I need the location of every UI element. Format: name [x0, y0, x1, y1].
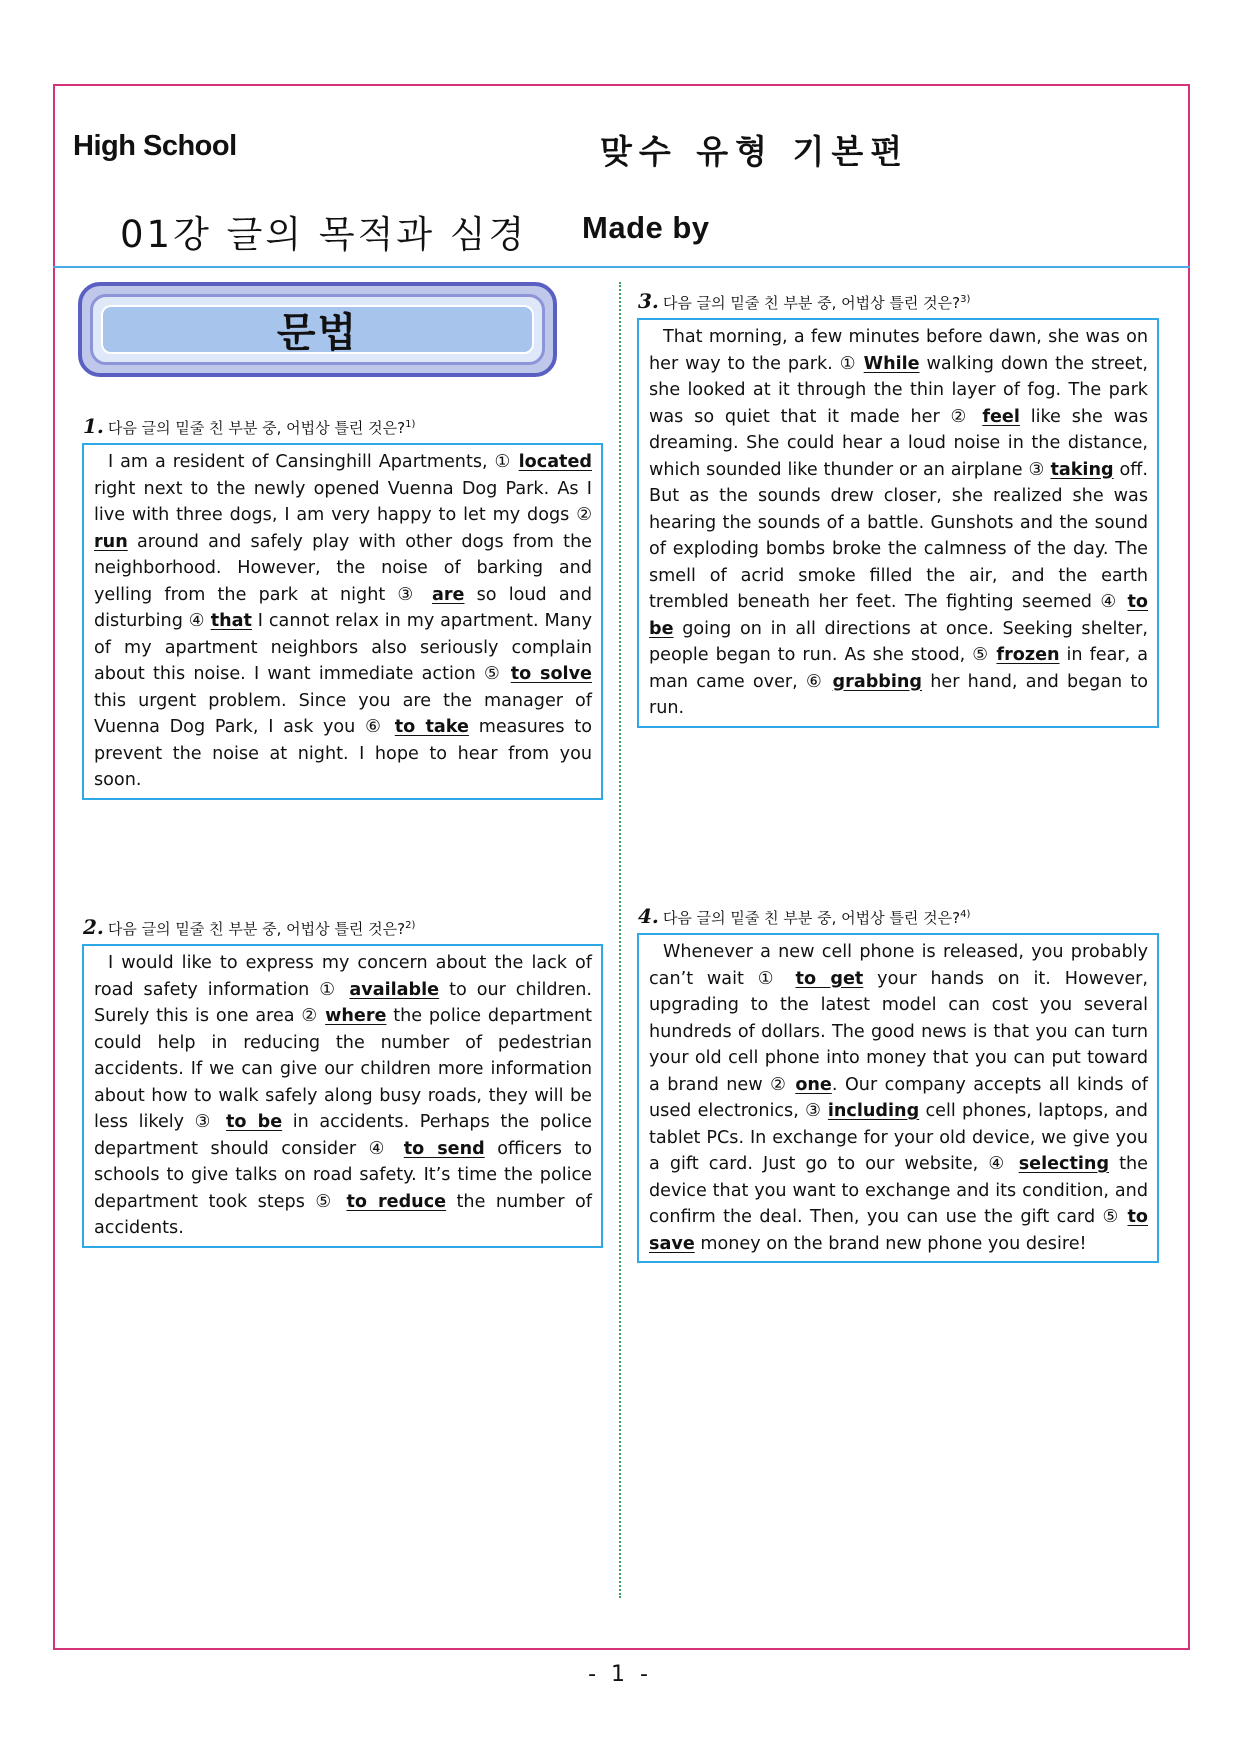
question-number: 2. — [83, 915, 104, 939]
question-2-passage — [82, 944, 603, 1248]
passage-text — [94, 449, 592, 794]
passage-segment: measures to prevent the noise at night. I hope to hear from you soon. — [94, 717, 592, 790]
question-number: 1. — [83, 414, 104, 438]
passage-text — [649, 324, 1148, 722]
question-1-passage — [82, 443, 603, 800]
header-school-label: High School — [73, 130, 237, 162]
footnote-ref: 3) — [960, 294, 971, 305]
header-made-by: Made by — [582, 210, 710, 245]
header-series-title: 맞수 유형 기본편 — [600, 132, 910, 171]
question-2-title — [83, 915, 415, 939]
passage-segment: . Our company accepts all kinds of used electronics, ③ — [649, 1074, 1149, 1121]
question-4-title — [638, 904, 970, 928]
passage-segment: off. But as the sounds drew closer, she realized she was hearing the sounds of a battle. Gunshots and the sound of exploding bombs broke the calmness of the day. The smell of acrid smoke filled the air, and the earth trembled beneath her feet. The fighting seemed ④ — [649, 459, 1148, 612]
underlined-choice: to be — [226, 1112, 283, 1132]
passage-segment: the police department could help in reducing the number of pedestrian accidents. If we can give our children more information about how to walk safely along busy roads, they will be less likely ③ — [94, 1006, 593, 1132]
passage-segment: I would like to express my concern about the lack of road safety information ① — [94, 953, 592, 1000]
question-4-passage — [637, 933, 1159, 1263]
underlined-choice: to be — [649, 592, 1148, 639]
footnote-ref: 2) — [405, 920, 416, 931]
question-number: 4. — [638, 904, 659, 928]
passage-segment: so loud and disturbing ④ — [94, 584, 592, 631]
passage-text — [94, 950, 592, 1242]
underlined-choice: one — [795, 1074, 832, 1095]
passage-segment: officers to schools to give talks on road safety. It’s time the police department took steps ⑤ — [94, 1138, 592, 1212]
question-3-passage — [637, 318, 1159, 728]
underlined-choice: frozen — [996, 645, 1060, 665]
passage-segment: like she was dreaming. She could hear a loud noise in the distance, which sounded like thunder or an airplane ③ — [649, 406, 1148, 480]
passage-segment: her hand, and began to run. — [649, 671, 1148, 718]
question-prompt: 다음 글의 밑줄 친 부분 중, 어법상 틀린 것은? — [107, 920, 406, 938]
passage-segment: in accidents. Perhaps the police department should consider ④ — [94, 1112, 592, 1159]
footnote-ref: 1) — [405, 419, 416, 430]
passage-segment: the device that you want to exchange and its condition, and confirm the deal. Then, you can use the gift card ⑤ — [649, 1154, 1149, 1227]
header-lesson-title: 01강 글의 목적과 심경 — [120, 213, 528, 256]
underlined-choice: including — [827, 1101, 920, 1121]
passage-segment: this urgent problem. Since you are the manager of Vuenna Dog Park, I ask you ⑥ — [94, 690, 592, 737]
passage-segment: right next to the newly opened Vuenna Dog Park. As I live with three dogs, I am very happy to let my dogs ② — [94, 478, 592, 525]
underlined-choice: taking — [1050, 459, 1114, 480]
question-prompt: 다음 글의 밑줄 친 부분 중, 어법상 틀린 것은? — [107, 419, 406, 437]
passage-segment: cell phones, laptops, and tablet PCs. In exchange for your old device, we give you a gift card. Just go to our website, ④ — [649, 1101, 1148, 1174]
underlined-choice: selecting — [1018, 1154, 1110, 1174]
underlined-choice: located — [518, 452, 592, 472]
underlined-choice: that — [210, 611, 252, 631]
underlined-choice: are — [431, 584, 465, 605]
passage-text — [649, 939, 1148, 1257]
passage-segment: I cannot relax in my apartment. Many of my apartment neighbors also seriously complain about this noise. I want immediate action ⑤ — [94, 611, 592, 684]
underlined-choice: to send — [403, 1138, 485, 1159]
underlined-choice: grabbing — [832, 671, 923, 692]
underlined-choice: feel — [982, 406, 1020, 427]
section-badge — [78, 282, 557, 377]
underlined-choice: to solve — [510, 664, 592, 684]
passage-segment: money on the brand new phone you desire! — [694, 1233, 1087, 1254]
underlined-choice: to get — [795, 968, 864, 989]
header-divider — [53, 266, 1190, 268]
passage-segment: in fear, a man came over, ⑥ — [649, 645, 1148, 692]
passage-segment: That morning, a few minutes before dawn, she was on her way to the park. ① — [649, 327, 1148, 374]
passage-segment: to our children. Surely this is one area ② — [94, 979, 592, 1026]
column-divider — [619, 282, 621, 1598]
passage-segment: going on in all directions at once. Seeking shelter, people began to run. As she stood, ⑤ — [649, 618, 1148, 665]
question-number: 3. — [638, 289, 659, 313]
passage-segment: I am a resident of Cansinghill Apartments, ① — [108, 452, 519, 472]
passage-segment: the number of accidents. — [94, 1191, 592, 1238]
underlined-choice: to reduce — [346, 1191, 447, 1212]
underlined-choice: to take — [394, 717, 469, 737]
underlined-choice: While — [863, 353, 920, 374]
page-number: - 1 - — [588, 1662, 652, 1687]
underlined-choice: to save — [649, 1207, 1148, 1254]
passage-segment: walking down the street, she looked at it through the thin layer of fog. The park was so quiet that it made her ② — [649, 353, 1148, 427]
underlined-choice: where — [325, 1006, 387, 1026]
question-3-title — [638, 289, 970, 313]
underlined-choice: run — [94, 531, 128, 552]
underlined-choice: available — [349, 979, 440, 1000]
question-1-title — [83, 414, 415, 438]
passage-segment: around and safely play with other dogs from the neighborhood. However, the noise of barking and yelling from the park at night ③ — [94, 531, 592, 605]
footnote-ref: 4) — [960, 909, 971, 920]
question-prompt: 다음 글의 밑줄 친 부분 중, 어법상 틀린 것은? — [662, 294, 961, 312]
section-badge-label: 문법 — [276, 310, 359, 356]
passage-segment: your hands on it. However, upgrading to the latest model can cost you several hundreds of dollars. The good news is that you can turn your old cell phone into money that you can put toward a brand new ② — [649, 968, 1148, 1095]
passage-segment: Whenever a new cell phone is released, you probably can’t wait ① — [649, 942, 1148, 989]
question-prompt: 다음 글의 밑줄 친 부분 중, 어법상 틀린 것은? — [662, 909, 961, 927]
